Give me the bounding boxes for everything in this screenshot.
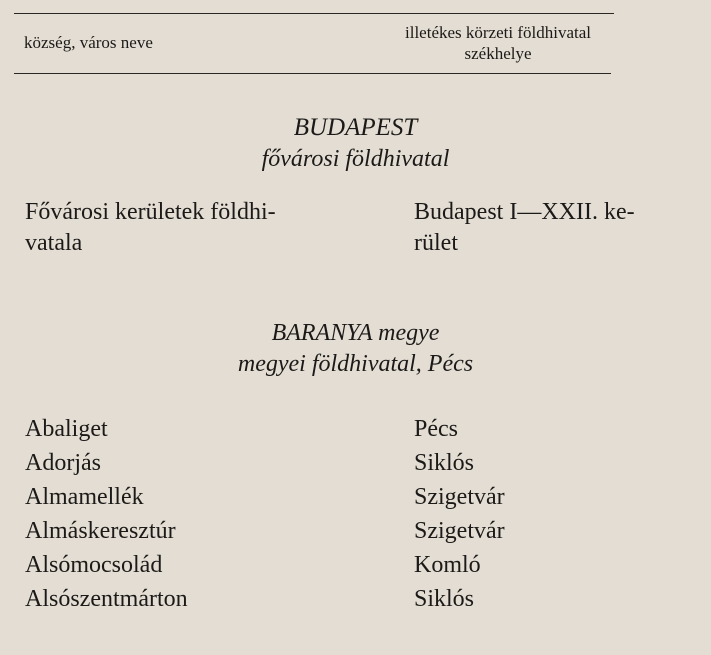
settlement-name: Almáskeresztúr: [25, 518, 176, 544]
column-header-office-line1: illetékes körzeti földhivatal: [405, 23, 591, 42]
office-seat: Szigetvár: [414, 518, 505, 544]
settlement-name: Adorjás: [25, 450, 101, 476]
office-seat: Pécs: [414, 416, 458, 442]
table-row: [0, 412, 711, 446]
section-title-baranya: BARANYA megye: [271, 320, 440, 346]
top-rule: [14, 13, 614, 14]
budapest-office-cell: [414, 197, 635, 259]
column-header-settlement: község, város neve: [24, 33, 153, 52]
settlement-name: Alsószentmárton: [25, 586, 188, 612]
settlement-name: Abaliget: [25, 416, 108, 442]
table-row: [0, 446, 711, 480]
column-header-office: [388, 22, 608, 64]
office-seat: Siklós: [414, 450, 475, 476]
table-row: [0, 582, 711, 616]
office-seat: Szigetvár: [414, 484, 505, 510]
header-bottom-rule: [14, 73, 611, 74]
budapest-settlement-line1: Fővárosi kerületek földhi-: [25, 199, 276, 225]
section-subtitle-baranya: megyei földhivatal, Pécs: [237, 351, 474, 377]
table-row: [0, 548, 711, 582]
budapest-settlement-cell: [25, 197, 276, 259]
office-seat: Siklós: [414, 586, 475, 612]
table-row: [0, 480, 711, 514]
office-seat: Komló: [414, 552, 481, 578]
settlement-name: Almamellék: [25, 484, 144, 510]
settlement-name: Alsómocsolád: [25, 552, 163, 578]
section-subtitle-budapest: fővárosi földhivatal: [261, 146, 450, 172]
column-header-office-line2: székhelye: [464, 44, 532, 63]
budapest-office-line1: Budapest I—XXII. ke-: [414, 199, 635, 225]
section-title-budapest: BUDAPEST: [293, 114, 418, 141]
table-row: [0, 514, 711, 548]
budapest-office-line2: rület: [414, 230, 458, 256]
budapest-settlement-line2: vatala: [25, 230, 83, 256]
